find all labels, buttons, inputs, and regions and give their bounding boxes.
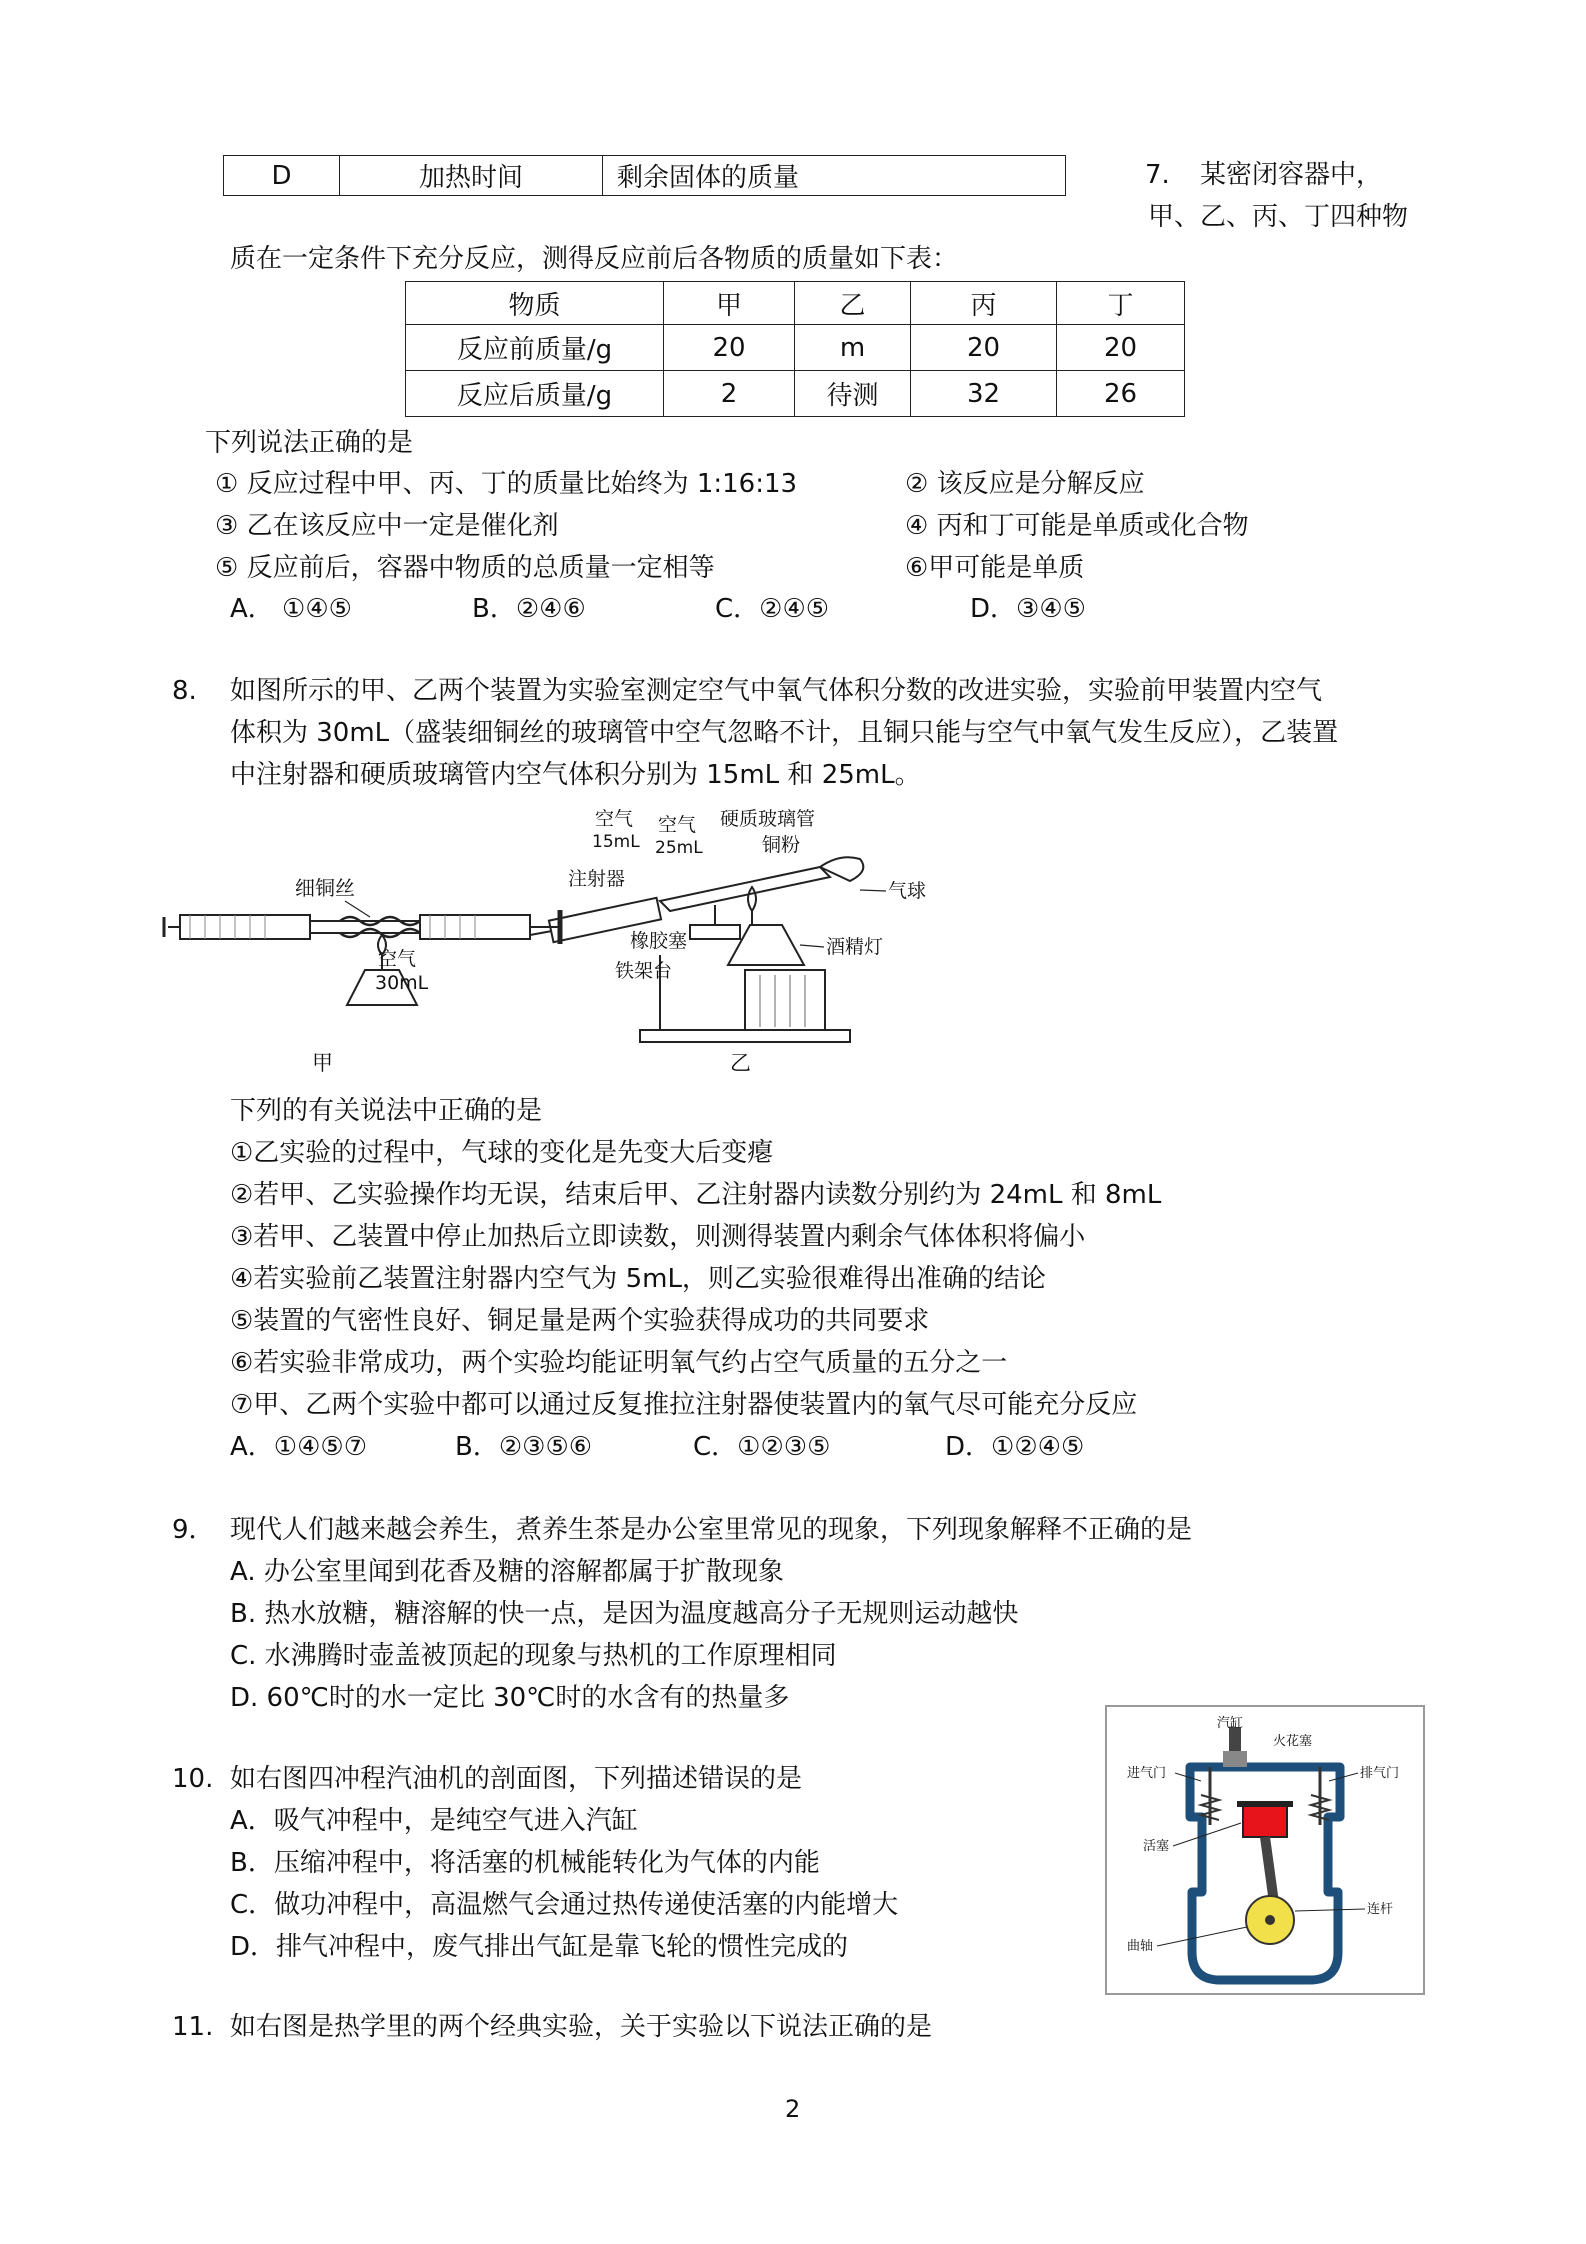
rod-label: 连杆 [1367, 1902, 1394, 1917]
q8-statement: ⑦甲、乙两个实验中都可以通过反复推拉注射器使装置内的氧气尽可能充分反应 [230, 1390, 1138, 1420]
q9-option-c[interactable]: C. 水沸腾时壶盖被顶起的现象与热机的工作原理相同 [230, 1641, 837, 1671]
table-cell: m [795, 325, 911, 371]
table-header-cell: 物质 [406, 282, 664, 325]
q7-stem-line3: 质在一定条件下充分反应，测得反应前后各物质的质量如下表： [230, 244, 959, 274]
table-cell: 32 [911, 371, 1057, 417]
yi-wood-block [745, 970, 825, 1030]
table-header-cell: 乙 [795, 282, 911, 325]
q7-statement: ⑤ 反应前后，容器中物质的总质量一定相等 [215, 553, 715, 583]
yi-air1-volume: 15mL [592, 832, 640, 852]
q8-statement: ③若甲、乙装置中停止加热后立即读数，则测得装置内剩余气体体积将偏小 [230, 1222, 1086, 1252]
q9-option-d[interactable]: D. 60℃时的水一定比 30℃时的水含有的热量多 [230, 1683, 790, 1713]
top-table-cell: D [224, 156, 340, 196]
table-cell: 反应后质量/g [406, 371, 664, 417]
yi-caption: 乙 [730, 1051, 751, 1075]
q8-option-d[interactable]: D．①②④⑤ [945, 1432, 1085, 1462]
q7-option-b[interactable]: B．②④⑥ [472, 594, 586, 624]
q8-option-b[interactable]: B．②③⑤⑥ [455, 1432, 593, 1462]
top-table-fragment [223, 155, 1066, 196]
yi-syringe-label: 注射器 [568, 868, 626, 890]
spark-plug-label: 火花塞 [1273, 1734, 1313, 1749]
page-number: 2 [785, 2095, 801, 2123]
q10-stem: 如右图四冲程汽油机的剖面图，下列描述错误的是 [230, 1764, 803, 1794]
q11-number: 11. [172, 2012, 214, 2042]
table-cell: 20 [664, 325, 795, 371]
q8-apparatus-figure [160, 805, 980, 1085]
q9-number: 9． [172, 1515, 215, 1545]
q7-statement: ⑥甲可能是单质 [905, 553, 1085, 583]
jia-air-label: 空气 [378, 948, 417, 970]
table-cell: 2 [664, 371, 795, 417]
jia-wire-label: 细铜丝 [295, 876, 355, 900]
q7-question: 下列说法正确的是 [205, 428, 414, 458]
jia-caption: 甲 [312, 1051, 333, 1075]
table-header-cell: 丁 [1057, 282, 1185, 325]
table-cell: 20 [911, 325, 1057, 371]
q10-number: 10. [172, 1764, 214, 1794]
top-table-cell: 加热时间 [340, 156, 603, 196]
q7-stem-line1: 某密闭容器中， [1200, 160, 1383, 190]
q10-engine-figure [1105, 1705, 1425, 1995]
yi-air2-volume: 25mL [655, 838, 703, 858]
crankshaft-label: 曲轴 [1127, 1939, 1154, 1954]
yi-copper-label: 铜粉 [762, 834, 801, 856]
q10-option-c[interactable]: C．做功冲程中，高温燃气会通过热传递使活塞的内能增大 [230, 1890, 899, 1920]
cylinder-label: 汽缸 [1217, 1716, 1244, 1731]
jia-air-volume: 30mL [375, 972, 429, 994]
piston-icon [1243, 1805, 1287, 1837]
q8-question: 下列的有关说法中正确的是 [230, 1096, 543, 1126]
q8-option-a[interactable]: A．①④⑤⑦ [230, 1432, 368, 1462]
q7-option-a[interactable]: A． ①④⑤ [230, 594, 352, 624]
yi-balloon-label: 气球 [888, 880, 927, 902]
q10-option-d[interactable]: D．排气冲程中，废气排出气缸是靠飞轮的惯性完成的 [230, 1932, 849, 1962]
q8-statement: ④若实验前乙装置注射器内空气为 5mL，则乙实验很难得出准确的结论 [230, 1264, 1046, 1294]
yi-tube-label: 硬质玻璃管 [720, 808, 816, 830]
q8-stem-line3: 中注射器和硬质玻璃管内空气体积分别为 15mL 和 25mL。 [230, 760, 921, 790]
yi-stand-label: 铁架台 [615, 960, 673, 982]
table-cell: 待测 [795, 371, 911, 417]
yi-rubber-stopper [690, 925, 740, 939]
q7-option-d[interactable]: D．③④⑤ [970, 594, 1086, 624]
q7-statement: ① 反应过程中甲、丙、丁的质量比始终为 1:16:13 [215, 469, 798, 499]
top-table-cell: 剩余固体的质量 [603, 156, 1066, 196]
q8-stem-line1: 如图所示的甲、乙两个装置为实验室测定空气中氧气体积分数的改进实验，实验前甲装置内空气 [230, 676, 1323, 706]
jia-apparatus [164, 910, 560, 1005]
q7-number: 7. [1145, 160, 1170, 190]
yi-glass-tube [660, 867, 830, 911]
q8-statement: ⑥若实验非常成功，两个实验均能证明氧气约占空气质量的五分之一 [230, 1348, 1008, 1378]
yi-stopper-label: 橡胶塞 [630, 930, 688, 952]
q8-stem-line2: 体积为 30mL（盛装细铜丝的玻璃管中空气忽略不计，且铜只能与空气中氧气发生反应），乙装置 [230, 718, 1339, 748]
q8-statement: ②若甲、乙实验操作均无误，结束后甲、乙注射器内读数分别约为 24mL 和 8mL [230, 1180, 1162, 1210]
q9-option-a[interactable]: A. 办公室里闻到花香及糖的溶解都属于扩散现象 [230, 1557, 784, 1587]
yi-air2-label: 空气 [658, 814, 697, 836]
q7-option-c[interactable]: C．②④⑤ [715, 594, 830, 624]
exhaust-label: 排气门 [1360, 1766, 1400, 1781]
q8-statement: ⑤装置的气密性良好、铜足量是两个实验获得成功的共同要求 [230, 1306, 930, 1336]
q7-stem-line2: 甲、乙、丙、丁四种物 [1148, 202, 1409, 232]
yi-lamp-label: 酒精灯 [826, 936, 884, 958]
yi-air1-label: 空气 [595, 808, 634, 830]
table-header-cell: 丙 [911, 282, 1057, 325]
jia-left-syringe [180, 915, 310, 939]
q7-mass-table [405, 281, 1185, 417]
table-cell: 20 [1057, 325, 1185, 371]
q10-option-a[interactable]: A．吸气冲程中，是纯空气进入汽缸 [230, 1806, 638, 1836]
q7-statement: ③ 乙在该反应中一定是催化剂 [215, 511, 559, 541]
q8-statement: ①乙实验的过程中，气球的变化是先变大后变瘪 [230, 1138, 774, 1168]
table-cell: 反应前质量/g [406, 325, 664, 371]
intake-label: 进气门 [1127, 1766, 1167, 1781]
q9-option-b[interactable]: B. 热水放糖，糖溶解的快一点，是因为温度越高分子无规则运动越快 [230, 1599, 1019, 1629]
q11-stem: 如右图是热学里的两个经典实验，关于实验以下说法正确的是 [230, 2012, 933, 2042]
q7-statement: ④ 丙和丁可能是单质或化合物 [905, 511, 1249, 541]
table-row [406, 325, 1185, 371]
table-header-cell: 甲 [664, 282, 795, 325]
q8-number: 8. [172, 676, 197, 706]
piston-label: 活塞 [1143, 1839, 1170, 1854]
q7-statement: ② 该反应是分解反应 [905, 469, 1145, 499]
q9-stem: 现代人们越来越会养生，煮养生茶是办公室里常见的现象，下列现象解释不正确的是 [230, 1515, 1193, 1545]
table-cell: 26 [1057, 371, 1185, 417]
q8-option-c[interactable]: C．①②③⑤ [693, 1432, 831, 1462]
table-row [406, 371, 1185, 417]
yi-iron-stand [640, 1030, 850, 1042]
q10-option-b[interactable]: B．压缩冲程中，将活塞的机械能转化为气体的内能 [230, 1848, 820, 1878]
